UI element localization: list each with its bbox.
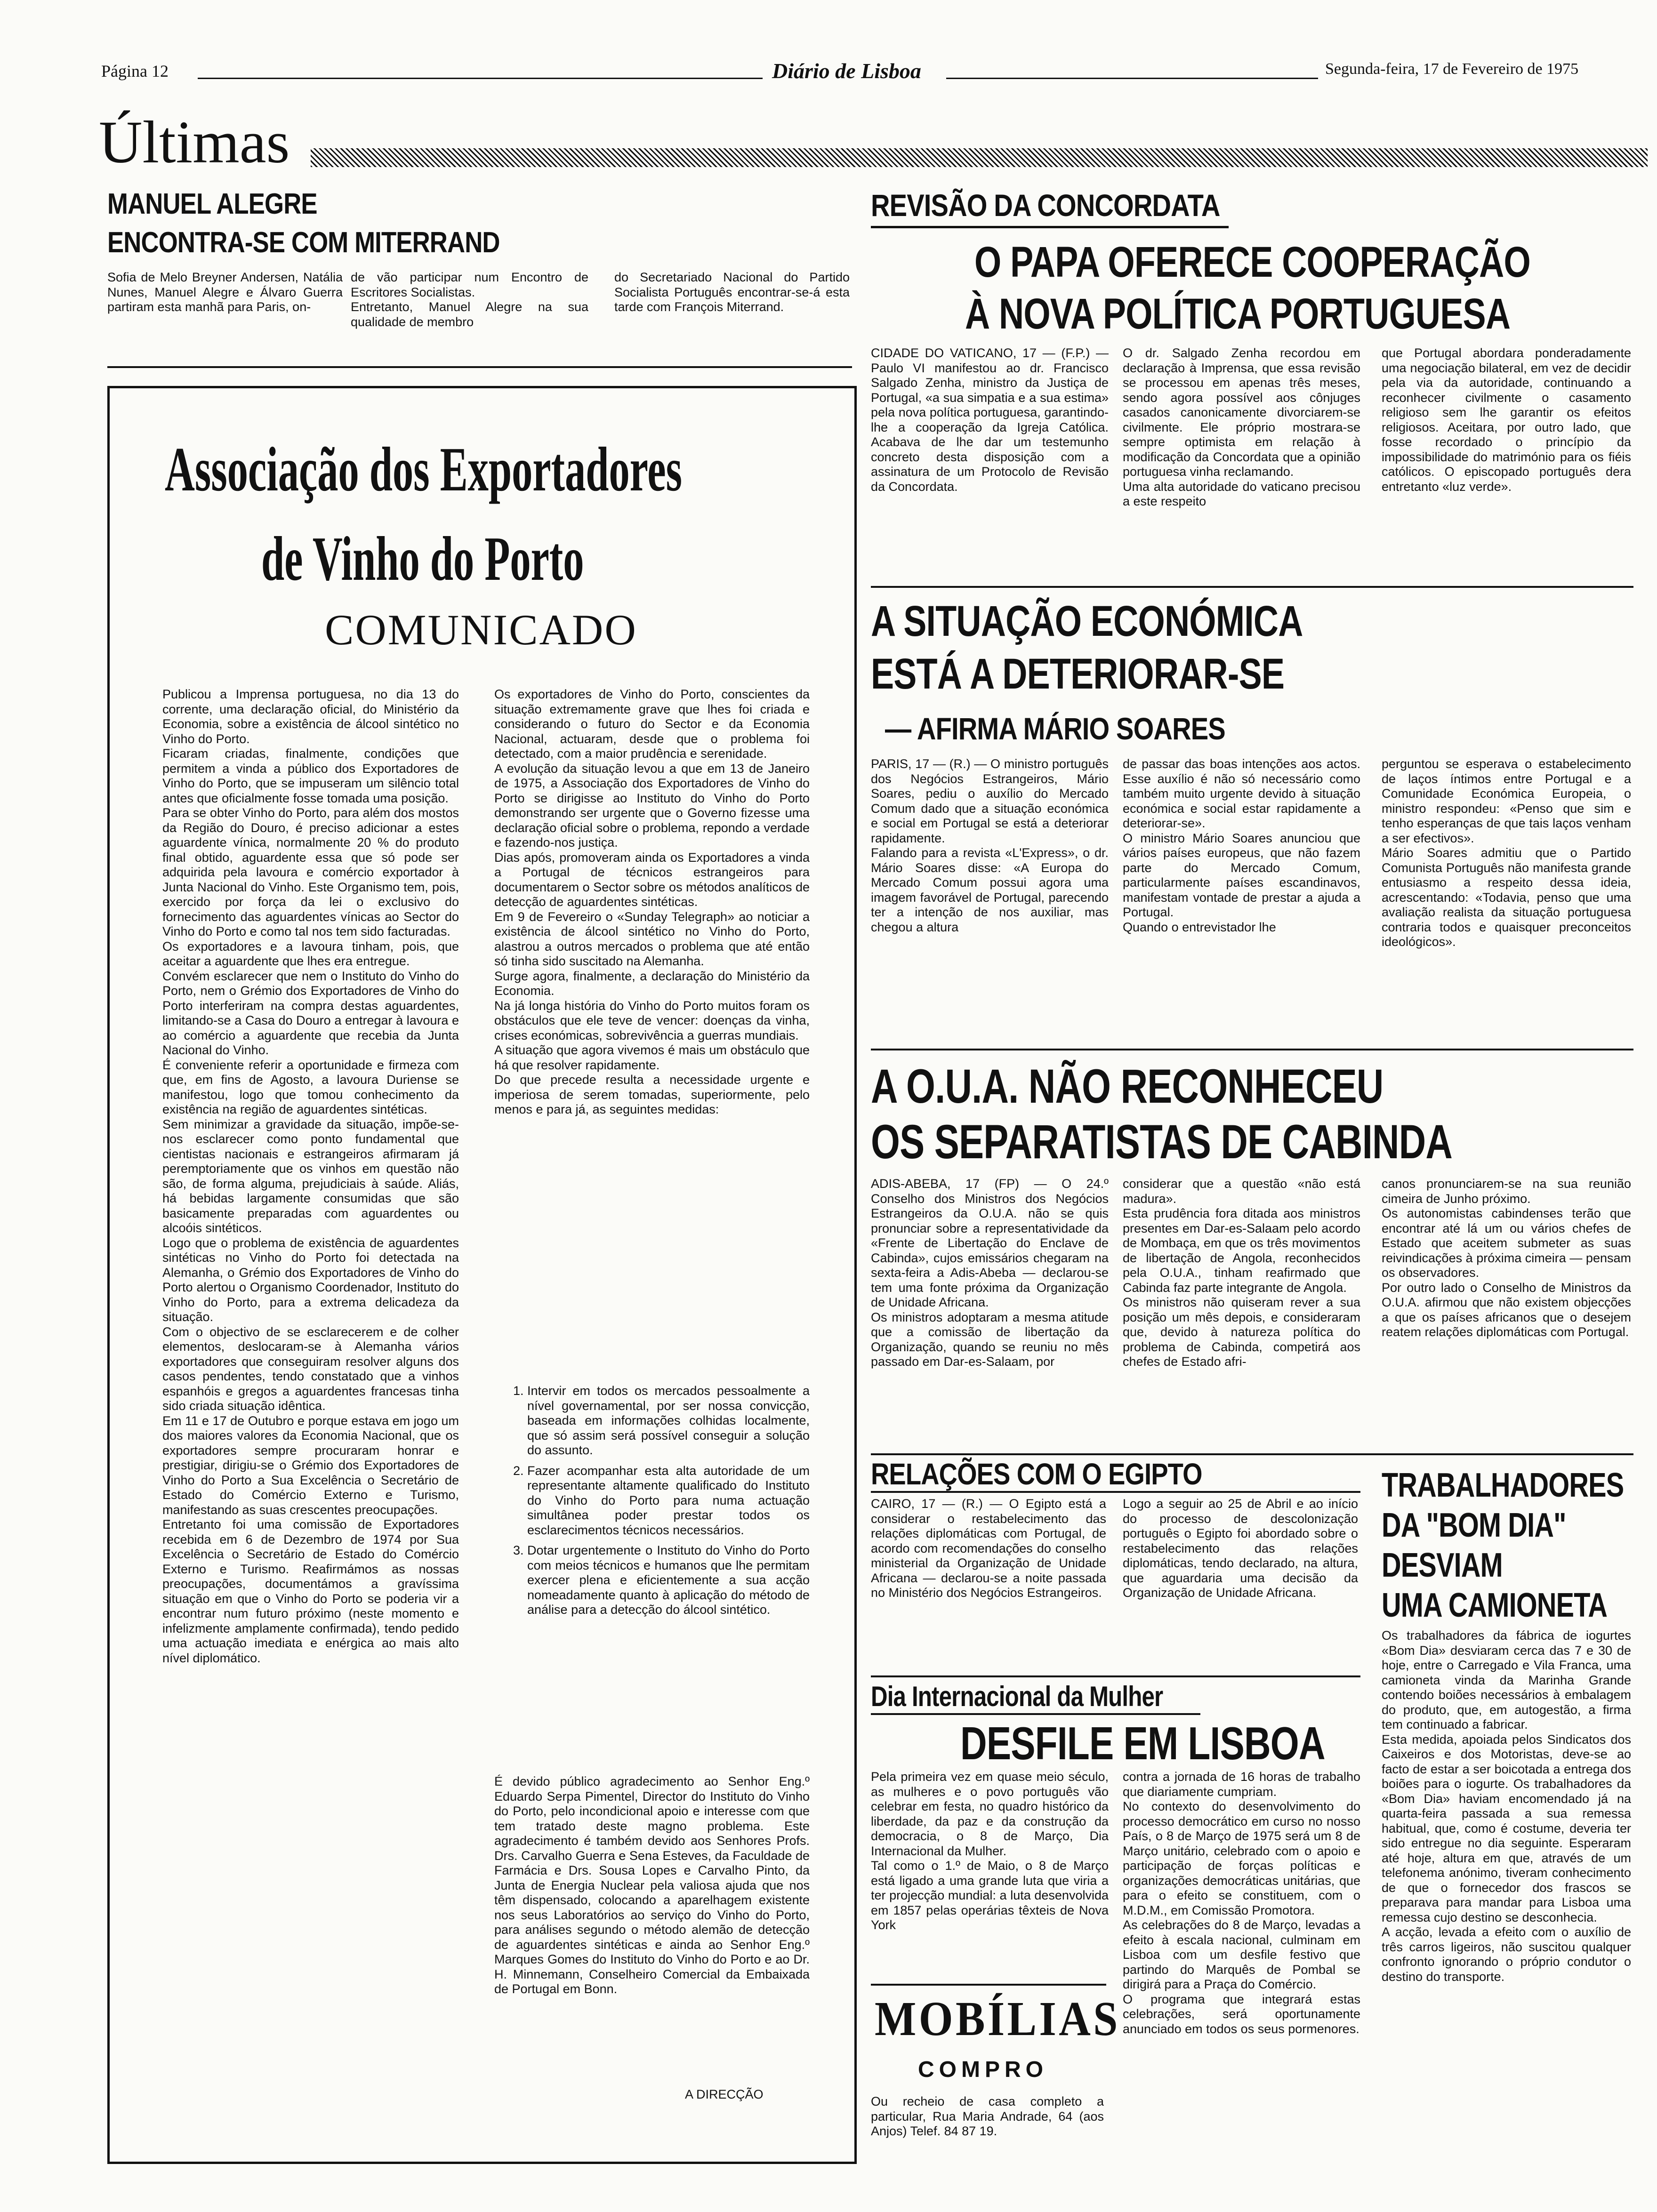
- economia-col-3: perguntou se esperava o estabelecimento de laços íntimos entre Portugal e a Comunidade Económica Europeia, o ministro respondeu: «Penso que sim e tenho esperanças de que tais laços venham a ser efectivos». Mário Soares admitiu que o Partido Comunista Português não manifesta grande entusiasmo a respeito dessa ideia, acrescentando: «Todavia, penso que uma avaliação realista da situação portuguesa contraria todos e quaisquer preconceitos ideológicos».: [1382, 757, 1631, 949]
- mulher-top-rule: [871, 1675, 1360, 1677]
- alegre-col-3: do Secretariado Nacional do Partido Socialista Português encontrar-se-á esta tarde com François Miterrand.: [614, 270, 850, 314]
- mulher-headline: DESFILE EM LISBOA: [960, 1717, 1325, 1769]
- mulher-kicker: Dia Internacional da Mulher: [871, 1681, 1163, 1712]
- economia-headline-1: A SITUAÇÃO ECONÓMICA: [871, 597, 1303, 645]
- page-number: Página 12: [101, 62, 169, 80]
- alegre-headline-1: MANUEL ALEGRE: [107, 188, 317, 220]
- bomdia-headline-3: DESVIAM: [1382, 1547, 1503, 1584]
- concordata-kicker-rule: [871, 226, 1229, 228]
- mobilias-title: MOBÍLIAS: [875, 1992, 1120, 2046]
- mobilias-top-rule: [871, 1984, 1106, 1986]
- economia-bottom-rule: [871, 1049, 1633, 1050]
- measure-item: 2. Fazer acompanhar esta alta autoridade de um representante altamente qualificado do Instituto do Vinho do Porto para numa actuação simultânea poder prestar todos os esclarecimentos técnicos necessários.: [527, 1464, 810, 1538]
- concordata-col-1: CIDADE DO VATICANO, 17 — (F.P.) — Paulo VI manifestou ao dr. Francisco Salgado Zenha, ministro da Justiça de Portugal, «a sua simpatia e a sua estima» pela nova política portuguesa, garantindo-lhe a cooperação da Igreja Católica. Acabava de lhe dar um testemunho concreto desta disposição com a assinatura de um Protocolo de Revisão da Concordata.: [871, 346, 1109, 494]
- alegre-headline-2: ENCONTRA-SE COM MITERRAND: [107, 226, 500, 259]
- ad-vinho-title-2: de Vinho do Porto: [261, 524, 584, 593]
- oua-headline-1: A O.U.A. NÃO RECONHECEU: [871, 1059, 1384, 1113]
- economia-headline-3: — AFIRMA MÁRIO SOARES: [885, 711, 1225, 746]
- oua-col-3: canos pronunciarem-se na sua reunião cimeira de Junho próximo. Os autonomistas cabindenses terão que encontrar até lá um ou vários chefes de Estado que aceitem submeter as suas reivindicações à próxima cimeira — pensam os observadores. Por outro lado o Conselho de Ministros da O.U.A. afirmou que não existem objecções a que os países africanos que o desejem reatem relações diplomáticas com Portugal.: [1382, 1177, 1631, 1339]
- concordata-kicker: REVISÃO DA CONCORDATA: [871, 188, 1220, 223]
- economia-col-2: de passar das boas intenções aos actos. Esse auxílio é não só necessário como também muito urgente devido à situação económica e social estar rapidamente a deteriorar-se». O ministro Mário Soares anunciou que vários países europeus, que não fazem parte do Mercado Comum, particularmente países escandinavos, manifestam vontade de prestar a ajuda a Portugal. Quando o entrevistador lhe: [1123, 757, 1360, 934]
- ad-vinho-subtitle: COMUNICADO: [325, 606, 637, 654]
- ad-vinho-col-1: Publicou a Imprensa portuguesa, no dia 13 do corrente, uma declaração oficial, do Ministério da Economia, sobre a existência de álcool sintético no Vinho do Porto. Ficaram criadas, finalmente, condições que permitem a vinda a público dos Exportadores de Vinho do Porto, que se impuseram um silêncio total antes que oficialmente fosse tomada uma posição. Para se obter Vinho do Porto, para além dos mostos da Região do Douro, é preciso adicionar a estes aguardente vínica, normalmente 20 % do produto final obtido, aguardente essa que só pode ser adquirida pela lavoura e comércio exportador à Junta Nacional do Vinho. Este Organismo tem, pois, exercido por força da lei o exclusivo do fornecimento das aguardentes vínicas ao Sector do Vinho do Porto e como tal nos tem sido facturadas. Os exportadores e a lavoura tinham, pois, que aceitar a aguardente que lhes era entregue. Convém esclarecer que nem o Instituto do Vinho do Porto, nem o Grémio dos Exportadores de Vinho do Porto interferiram na compra destas aguardentes, limitando-se a Casa do Douro a entregar à lavoura e ao comércio a aguardente que recebia da Junta Nacional do Vinho. É conveniente referir a oportunidade e firmeza com que, em fins de Agosto, a lavoura Duriense se manifestou, logo que tomou conhecimento da existência na região de aguardentes sintéticas. Sem minimizar a gravidade da situação, impõe-se-nos esclarecer como ponto fundamental que cientistas nacionais e estrangeiros afirmaram já peremptoriamente que os vinhos em questão não são, de forma alguma, prejudiciais à saúde. Aliás, há bebidas largamente consumidas que são basicamente preparadas com aguardentes ou alcoóis sintéticos. Logo que o problema de existência de aguardentes sintéticas no Vinho do Porto foi detectada na Alemanha, o Grémio dos Exportadores de Vinho do Porto alertou o Organismo Coordenador, Instituto do Vinho do Porto, para a extrema delicadeza da situação. Com o objectivo de se esclarecerem e de colher elementos, deslocaram-se à Alemanha vários exportadores que conseguiram resolver alguns dos casos pendentes, tendo constatado que a vinhos espanhóis e gregos a aguardentes francesas tinha sido criada situação idêntica. Em 11 e 17 de Outubro e porque estava em jogo um dos maiores valores da Economia Nacional, que os exportadores sempre procuraram honrar e prestigiar, dirigiu-se o Grémio dos Exportadores de Vinho do Porto a Sua Excelência o Secretário de Estado do Comércio Externo e Turismo, manifestando as suas crescentes preocupações. Entretanto foi uma comissão de Exportadores recebida em 6 de Dezembro de 1974 por Sua Excelência o Secretário de Estado do Comércio Externo e Turismo. Reafirmámos as nossas preocupações, documentámos a gravíssima situação em que o Vinho do Porto se poderia vir a encontrar num futuro próximo (neste momento e infelizmente amplamente confirmada), tendo pedido uma actuação imediata e enérgica ao mais alto nível diplomático.: [162, 687, 459, 1665]
- concordata-headline-2: À NOVA POLÍTICA PORTUGUESA: [965, 290, 1511, 338]
- ad-vinho-title-1: Associação dos Exportadores: [165, 434, 682, 504]
- bomdia-body: Os trabalhadores da fábrica de iogurtes «Bom Dia» desviaram cerca das 7 e 30 de hoje, entre o Carregado e Vila Franca, uma camioneta vinda da Marinha Grande contendo boiões necessários à embalagem do produto, que, em autogestão, a firma tem continuado a fabricar. Esta medida, apoiada pelos Sindicatos dos Caixeiros e dos Motoristas, deve-se ao facto de estar a ser boicotada a entrega dos boiões para o iogurte. Os trabalhadores da «Bom Dia» haviam encomendado já na quarta-feira passada a sua remessa habitual, que, como é costume, deveria ter sido entregue no dia seguinte. Esperaram até hoje, altura em que, através de um telefonema anónimo, tiveram conhecimento de que o fornecedor dos frascos se preparava para mandar para Lisboa uma remessa cujo destino se desconhecia. A acção, levada a efeito com o auxílio de três carros ligeiros, não suscitou qualquer confronto ignorando o próprio condutor o destino do transporte.: [1382, 1628, 1631, 1984]
- mulher-kicker-rule: [871, 1713, 1200, 1715]
- ad-vinho-signature: A DIRECÇÃO: [685, 2087, 764, 2101]
- alegre-col-2: de vão participar num Encontro de Escritores Socialistas. Entretanto, Manuel Alegre na sua qualidade de membro: [351, 270, 588, 329]
- ad-vinho-col-2: Os exportadores de Vinho do Porto, conscientes da situação extremamente grave que lhes foi criada e considerando o futuro do Sector e da Economia Nacional, actuaram, desde que o problema foi detectado, com a maior prudência e serenidade. A evolução da situação levou a que em 13 de Janeiro de 1975, a Associação dos Exportadores de Vinho do Porto se dirigisse ao Instituto do Vinho do Porto demonstrando ser urgente que o Governo fizesse uma declaração oficial sobre o problema, repondo a verdade e fazendo-nos justiça. Dias após, promoveram ainda os Exportadores a vinda a Portugal de técnicos estrangeiros para documentarem o Sector sobre os métodos analíticos de detecção de aguardentes sintéticas. Em 9 de Fevereiro o «Sunday Telegraph» ao noticiar a existência de álcool sintético no Vinho do Porto, alastrou a outros mercados o problema que até então só tinha sido suscitado na Alemanha. Surge agora, finalmente, a declaração do Ministério da Economia. Na já longa história do Vinho do Porto muitos foram os obstáculos que ele teve de vencer: doenças da vinha, crises económicas, sobrevivência a guerras mundiais. A situação que agora vivemos é mais um obstáculo que há que resolver rapidamente. Do que precede resulta a necessidade urgente e imperiosa de serem tomadas, superiormente, pelo menos e para já, as seguintes medidas:: [494, 687, 810, 1116]
- measure-item: 1. Intervir em todos os mercados pessoalmente a nível governamental, por ser nossa convicção, baseada em informações colhidas localmente, que só assim será possível conseguir a solução do assunto.: [527, 1384, 810, 1458]
- oua-bottom-rule: [871, 1453, 1633, 1455]
- mobilias-sub: COMPRO: [918, 2057, 1048, 2082]
- measure-item: 3. Dotar urgentemente o Instituto do Vinho do Porto com meios técnicos e humanos que lhe permitam exercer plena e eficientemente a sua acção nomeadamente quanto à aplicação do método de análise para a detecção do álcool sintético.: [527, 1543, 810, 1618]
- mulher-col-1: Pela primeira vez em quase meio século, as mulheres e o povo português vão celebrar em festa, no quadro histórico da liberdade, da paz e da construção da democracia, o 8 de Março, Dia Internacional da Mulher. Tal como o 1.º de Maio, o 8 de Março está ligado a uma grande luta que viria a ter projecção mundial: a luta desenvolvida em 1857 pelas operárias têxteis de Nova York: [871, 1770, 1109, 1932]
- masthead-rule-right: [946, 78, 1318, 79]
- section-title: Últimas: [99, 109, 290, 176]
- issue-date: Segunda-feira, 17 de Fevereiro de 1975: [1325, 60, 1579, 78]
- concordata-bottom-rule: [871, 586, 1633, 588]
- mulher-col-2: contra a jornada de 16 horas de trabalho que diariamente cumpriam. No contexto do desenvolvimento do processo democrático em curso no nosso País, o 8 de Março de 1975 será um 8 de Março unitário, celebrado com o apoio e participação de forças políticas e organizações democráticas unitárias, que para o efeito se constituem, com o M.D.M., em Comissão Promotora. As celebrações do 8 de Março, levadas a efeito à escala nacional, culminam em Lisboa com um desfile festivo que partindo do Marquês de Pombal se dirigirá para a Praça do Comércio. O programa que integrará estas celebrações, será oportunamente anunciado em todos os seus pormenores.: [1123, 1770, 1360, 2036]
- bomdia-headline-1: TRABALHADORES: [1382, 1467, 1624, 1504]
- economia-col-1: PARIS, 17 — (R.) — O ministro português dos Negócios Estrangeiros, Mário Soares, pediu o auxílio do Mercado Comum dado que a situação económica e social em Portugal se está a deteriorar rapidamente. Falando para a revista «L'Express», o dr. Mário Soares disse: «A Europa do Mercado Comum possui agora uma imagem favorável de Portugal, parecendo ter a intenção de nos auxiliar, mas chegou a altura: [871, 757, 1109, 934]
- concordata-headline-1: O PAPA OFERECE COOPERAÇÃO: [974, 238, 1530, 286]
- economia-headline-2: ESTÁ A DETERIORAR-SE: [871, 650, 1285, 698]
- egipto-col-1: CAIRO, 17 — (R.) — O Egipto está a considerar o restabelecimento das relações diplomáticas com Portugal, de acordo com recomendações do conselho ministerial da Organização de Unidade Africana — declarou-se a noite passada no Ministério dos Negócios Estrangeiros.: [871, 1497, 1106, 1600]
- ad-vinho-col-2b: É devido público agradecimento ao Senhor Eng.º Eduardo Serpa Pimentel, Director do Instituto do Vinho do Porto, pelo incondicional apoio e interesse com que tem tratado deste magno problema. Este agradecimento é também devido aos Senhores Profs. Drs. Carvalho Guerra e Sena Esteves, da Faculdade de Farmácia e Drs. Sousa Lopes e Carvalho Pinto, da Junta de Energia Nuclear pela valiosa ajuda que nos têm dispensado, colocando a aparelhagem existente nos seus Laboratórios ao serviço do Vinho do Porto, para análises segundo o método alemão de detecção de aguardentes sintéticas e ainda ao Senhor Eng.º Marques Gomes do Instituto do Vinho do Porto e ao Dr. H. Minnemann, Conselheiro Comercial da Embaixada de Portugal em Bonn.: [494, 1774, 810, 1996]
- mobilias-body: Ou recheio de casa completo a particular, Rua Maria Andrade, 64 (aos Anjos) Telef. 84 87 19.: [871, 2094, 1104, 2138]
- alegre-col-1: Sofia de Melo Breyner Andersen, Natália Nunes, Manuel Alegre e Álvaro Guerra partiram esta manhã para Paris, on-: [107, 270, 343, 314]
- oua-col-1: ADIS-ABEBA, 17 (FP) — O 24.º Conselho dos Ministros dos Negócios Estrangeiros da O.U.A. não se quis pronunciar sobre a representatividade da «Frente de Libertação do Enclave de Cabinda», cujos emissários chegaram na sexta-feira a Adis-Abeba — declarou-se tem uma fonte próxima da Organização de Unidade Africana. Os ministros adoptaram a mesma atitude que a comissão de libertação da Organização, quando se reuniu no mês passado em Dar-es-Salaam, por: [871, 1177, 1109, 1369]
- paper-name: Diário de Lisboa: [772, 59, 921, 83]
- oua-col-2: considerar que a questão «não está madura». Esta prudência fora ditada aos ministros presentes em Dar-es-Salaam pelo acordo de Mombaça, em que os três movimentos de libertação de Angola, reconhecidos pela O.U.A., tinham reafirmado que Cabinda faz parte integrante de Angola. Os ministros não quiseram rever a sua posição um mês depois, e consideraram que, devido à natureza política do problema de Cabinda, competirá aos chefes de Estado afri-: [1123, 1177, 1360, 1369]
- egipto-col-2: Logo a seguir ao 25 de Abril e ao início do processo de descolonização português o Egipto foi abordado sobre o restabelecimento das relações diplomáticas, tendo declarado, na altura, que aguardaria uma decisão da Organização de Unidade Africana.: [1123, 1497, 1358, 1600]
- alegre-bottom-rule: [107, 366, 852, 368]
- oua-headline-2: OS SEPARATISTAS DE CABINDA: [871, 1115, 1453, 1169]
- concordata-col-2: O dr. Salgado Zenha recordou em declaração à Imprensa, que essa revisão se processou em apenas três meses, sendo agora possível aos cônjuges casados canonicamente divorciarem-se civilmente. Ele próprio mostrara-se sempre optimista em relação à modificação da Concordata que a opinião portuguesa vinha reclamando. Uma alta autoridade do vaticano precisou a este respeito: [1123, 346, 1360, 508]
- masthead-rule-left: [198, 78, 763, 79]
- section-hatch: [311, 148, 1648, 167]
- ad-vinho-measures: [494, 1384, 810, 1623]
- egipto-headline-rule: [871, 1491, 1360, 1493]
- bomdia-headline-4: UMA CAMIONETA: [1382, 1587, 1608, 1624]
- concordata-col-3: que Portugal abordara ponderadamente uma negociação bilateral, em vez de decidir pela via da autoridade, continuando a reconhecer civilmente o casamento religioso sem lhe garantir os efeitos religiosos. Aceitara, por outro lado, que fosse recordado o princípio da impossibilidade do matrimónio para os fiéis católicos. O episcopado português dera entretanto «luz verde».: [1382, 346, 1631, 494]
- egipto-headline: RELAÇÕES COM O EGIPTO: [871, 1457, 1202, 1491]
- bomdia-headline-2: DA "BOM DIA": [1382, 1507, 1566, 1544]
